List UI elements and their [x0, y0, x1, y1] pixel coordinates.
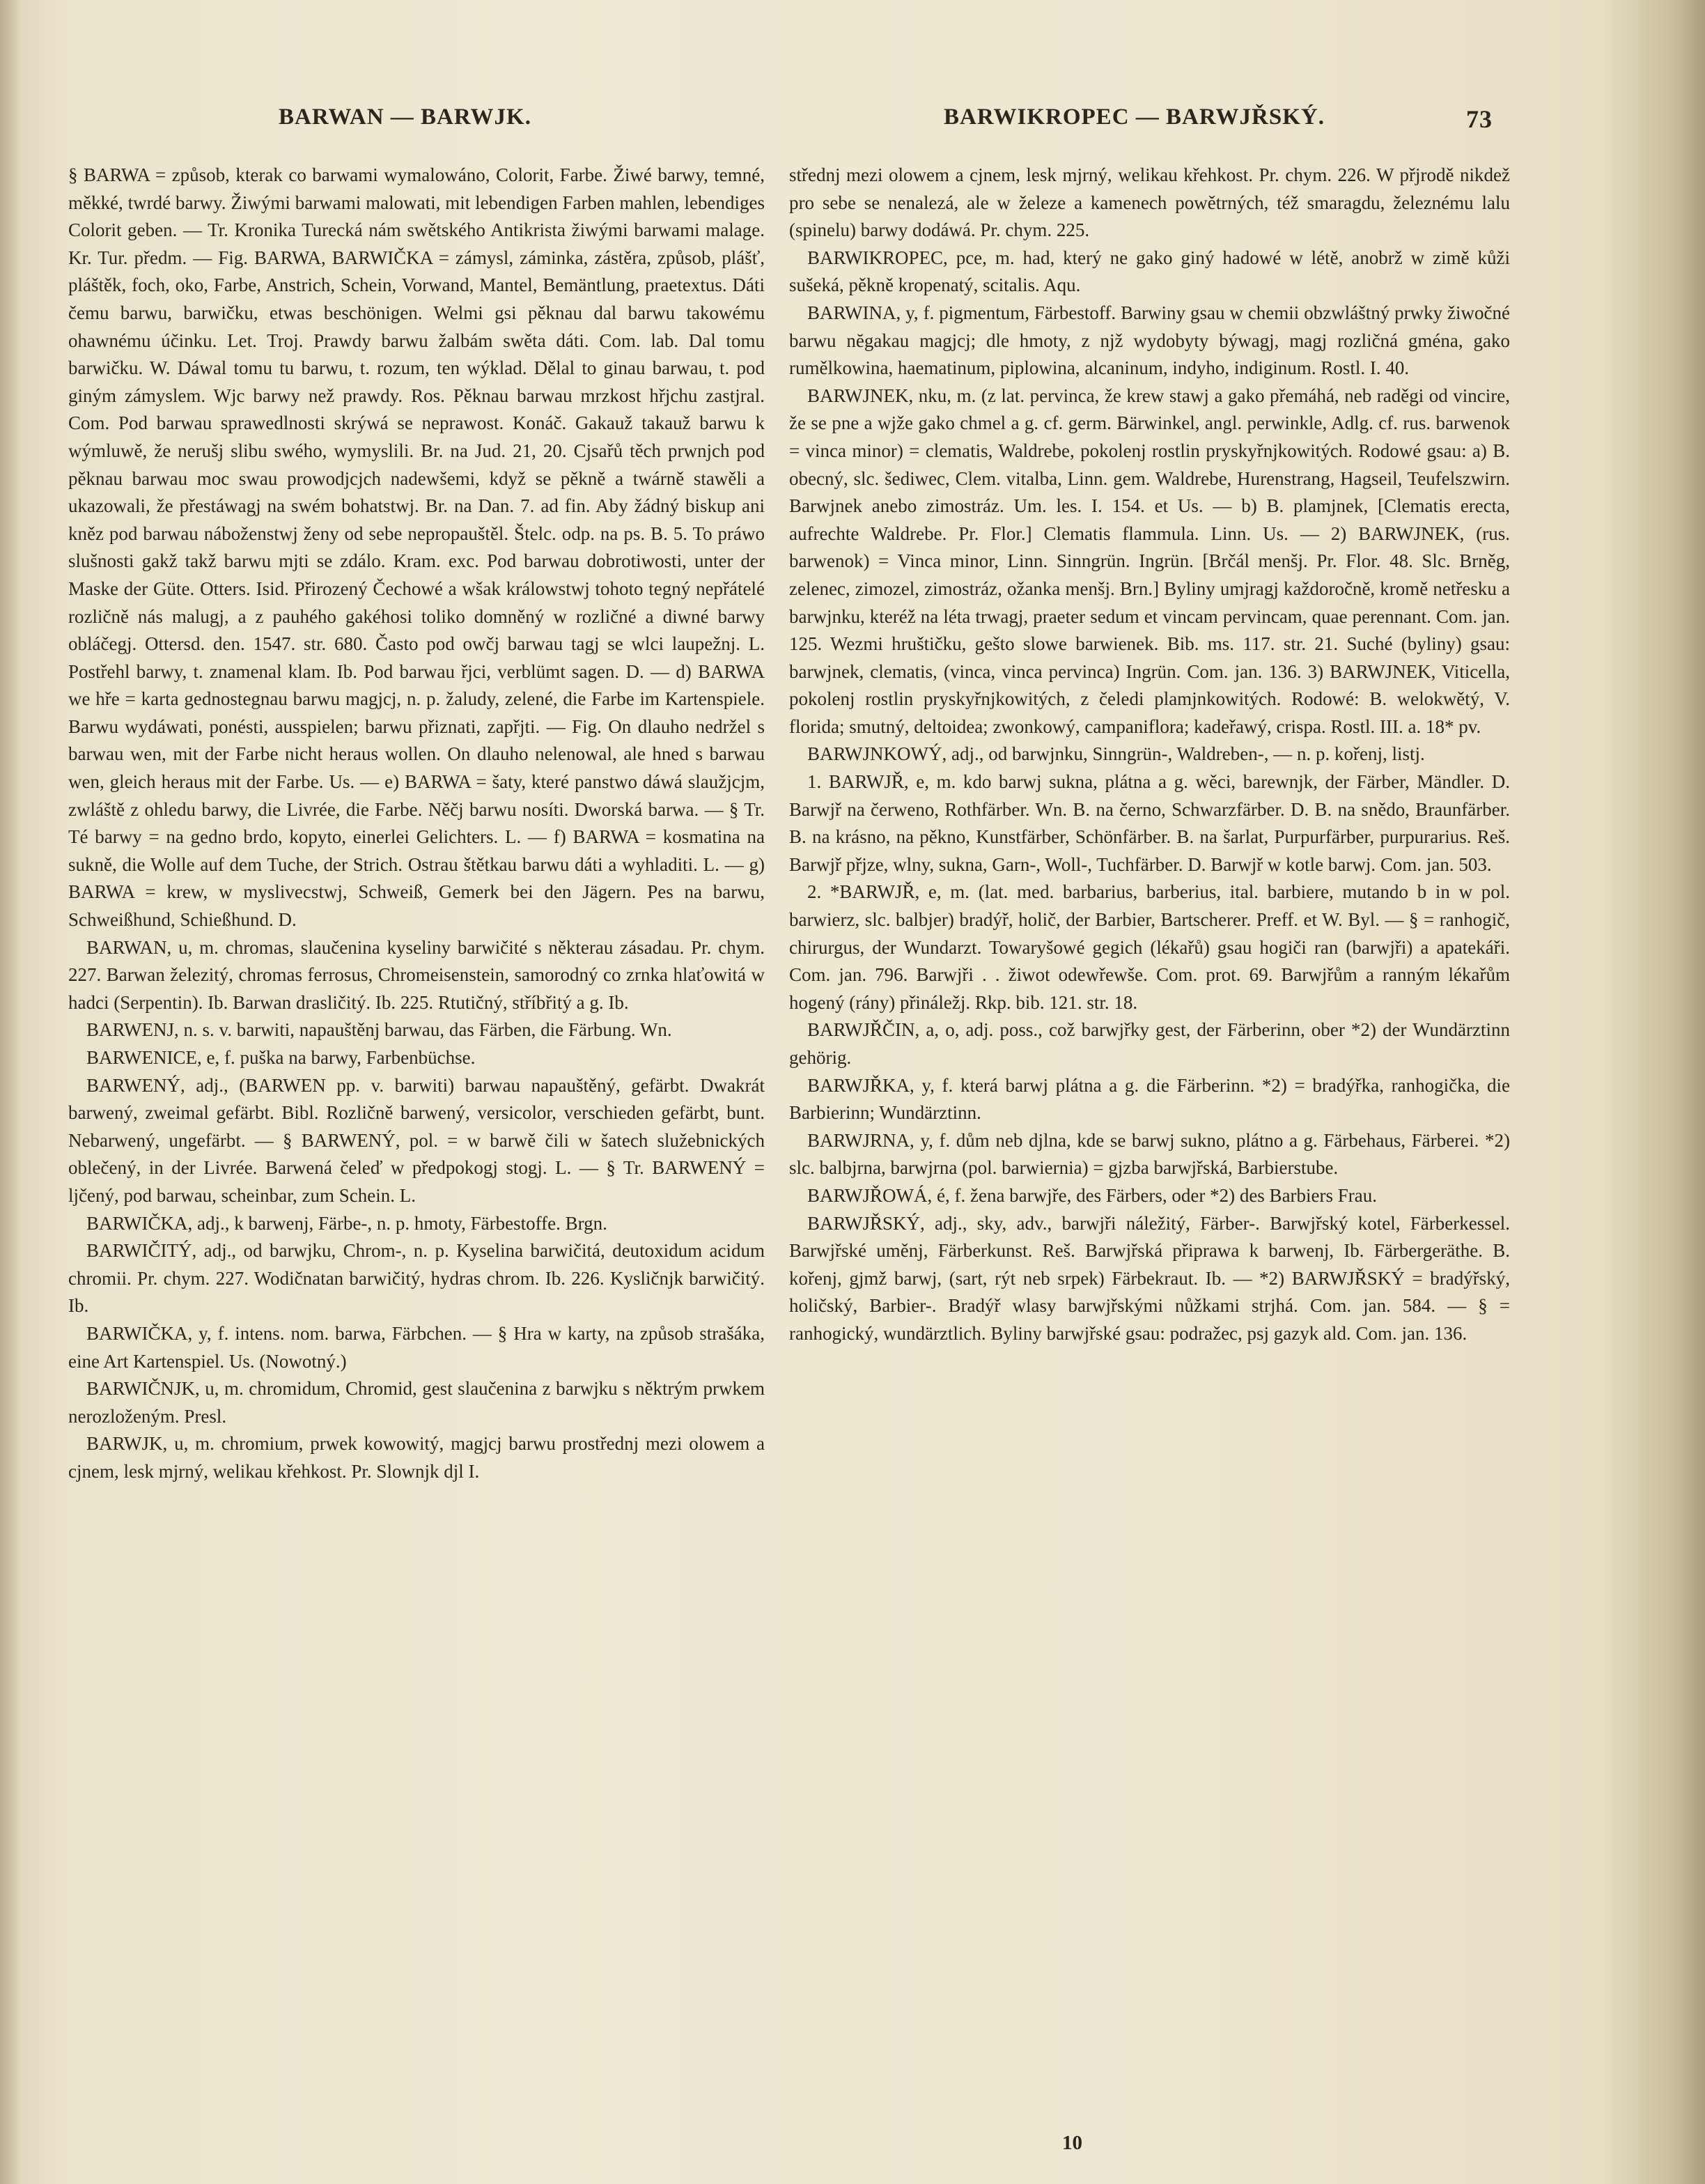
header-left-title: BARWAN — BARWJK.: [279, 104, 531, 130]
signature-mark: 10: [1062, 2132, 1082, 2154]
page-edge-shadow: [1601, 0, 1705, 2184]
dictionary-entry: 2. *BARWJŘ, e, m. (lat. med. barbarius, barberius, ital. barbiere, mutando b in w pol. barwierz, slc. balbjer) bradýř, holič, der Barbier, Bartscherer. Preff. et W. Byl. — § = ranhogič, chirurgus, der Wundarzt. Towaryšowé gegich (lékařů) gsau hogiči ran (barwjři) a apatekáři. Com. jan. 796. Barwjři . . žiwot odewřewše. Com. prot. 69. Barwjřům a ranným lékařům hogený (rány) přináležj. Rkp. bib. 121. str. 18.: [789, 881, 1510, 1013]
dictionary-entry: BARWIČITÝ, adj., od barwjku, Chrom-, n. p. Kyselina barwičitá, deutoxidum acidum chromii. Pr. chym. 227. Wodičnatan barwičitý, hydras chrom. Ib. 226. Kysličnjk barwičitý. Ib.: [68, 1240, 765, 1317]
dictionary-entry: BARWJNKOWÝ, adj., od barwjnku, Sinngrün-, Waldreben-, — n. p. kořenj, listj.: [807, 743, 1425, 765]
dictionary-entry: BARWENÝ, adj., (BARWEN pp. v. barwiti) barwau napauštěný, gefärbt. Dwakrát barwený, zweimal gefärbt. Bibl. Rozličně barwený, versicolor, verschieden gefärbt, bunt. Nebarwený, ungefärbt. — § BARWENÝ, pol. = w barwě čili w šatech služebnických oblečený, in der Livrée. Barwená čeleď w předpokogj stogj. L. — § Tr. BARWENÝ = ljčený, pod barwau, scheinbar, zum Schein. L.: [68, 1074, 765, 1206]
dictionary-entry: BARWJŘKA, y, f. která barwj plátna a g. die Färberinn. *2) = bradýřka, ranhogička, die Barbierinn; Wundärztinn.: [789, 1074, 1510, 1124]
dictionary-entry: BARWJK, u, m. chromium, prwek kowowitý, magjcj barwu prostřednj mezi olowem a cjnem, lesk mjrný, welikau křehkost. Pr. Slownjk djl I.: [68, 1433, 765, 1482]
dictionary-entry: BARWJRNA, y, f. dům neb djlna, kde se barwj sukno, plátno a g. Färbehaus, Färberei. *2) slc. balbjrna, barwjrna (pol. barwiernia) = gjzba barwjřská, Barbierstube.: [789, 1129, 1510, 1179]
right-column: [789, 162, 1510, 1348]
dictionary-entry: BARWAN, u, m. chromas, slaučenina kyseliny barwičité s některau zásadau. Pr. chym. 227. Barwan železitý, chromas ferrosus, Chromeisenstein, samorodný co zrnka hlaťowitá w hadci (Serpentin). Ib. Barwan drasličitý. Ib. 225. Rtutičný, stříbřitý a g. Ib.: [68, 936, 765, 1013]
dictionary-entry: BARWENJ, n. s. v. barwiti, napauštěnj barwau, das Färben, die Färbung. Wn.: [86, 1019, 672, 1041]
dictionary-entry: BARWIČKA, adj., k barwenj, Färbe-, n. p. hmoty, Färbestoffe. Brgn.: [86, 1212, 607, 1234]
dictionary-entry: BARWJNEK, nku, m. (z lat. pervinca, že krew stawj a gako přemáhá, neb raděgi od vincire, že se pne a wjže gako chmel a g. cf. germ. Bärwinkel, angl. perwinkle, Adlg. cf. rus. barwenok = vinca minor) = clematis, Waldrebe, pokolenj rostlin pryskyřnjkowitých. Rodowé gsau: a) B. obecný, slc. šediwec, Clem. vitalba, Linn. gem. Waldrebe, Hurenstrang, Hagseil, Teufelszwirn. Barwjnek anebo zimostráz. Um. les. I. 154. et Us. — b) B. plamjnek, [Clematis erecta, aufrechte Waldrebe. Pr. Flor.] Clematis flammula. Linn. Us. — 2) BARWJNEK, (rus. barwenok) = Vinca minor, Linn. Sinngrün. Ingrün. [Brčál menšj. Pr. Flor. 48. Slc. Brněg, zelenec, zimozel, zimostráz, ožanka menšj. Brn.] Byliny umjragj každoročně, kromě netřesku a barwjnku, kteréž na léta trwagj, praeter sedum et vincam pervincam, quae perennant. Com. jan. 125. Wezmi hruštičku, gešto slowe barwienek. Bib. ms. 117. str. 21. Suché (byliny) gsau: barwjnek, clematis, (vinca, vinca pervinca) Ingrün. Com. jan. 136. 3) BARWJNEK, Viticella, pokolenj rostlin pryskyřnjkowitých, z čeledi plamjnkowitých. Rodowé: B. welokwětý, V. florida; smutný, deltoidea; zwonkowý, campaniflora; kadeřawý, crispa. Rostl. III. a. 18* pv.: [789, 385, 1510, 737]
dictionary-entry: BARWIČKA, y, f. intens. nom. barwa, Färbchen. — § Hra w karty, na způsob strašáka, eine Art Kartenspiel. Us. (Nowotný.): [68, 1322, 765, 1372]
header-right-title: BARWIKROPEC — BARWJŘSKÝ.: [944, 104, 1325, 130]
page-number: 73: [1466, 105, 1493, 133]
dictionary-entry: střednj mezi olowem a cjnem, lesk mjrný, welikau křehkost. Pr. chym. 226. W přjrodě nikdež pro sebe se nenalezá, ale w železe a kamenech powětrných, též smaragdu, železnému lalu (spinelu) barwy dodáwá. Pr. chym. 225.: [789, 164, 1510, 241]
dictionary-entry: BARWINA, y, f. pigmentum, Färbestoff. Barwiny gsau w chemii obzwláštný prwky žiwočné barwu nĕgakau magjcj; dle hmoty, z njž wydobyty býwagj, magj rozličná gména, gako rumělkowina, haematinum, piplowina, alcaninum, indyho, indiginum. Rostl. I. 40.: [789, 302, 1510, 379]
dictionary-entry: BARWJŘSKÝ, adj., sky, adv., barwjři náležitý, Färber-. Barwjřský kotel, Färberkessel. Barwjřské uměnj, Färberkunst. Reš. Barwjřská připrawa k barwenj, Ib. Färbergeräthe. B. kořenj, gjmž barwj, (sart, rýt neb srpek) Färbekraut. Ib. — *2) BARWJŘSKÝ = bradýřský, holičský, Barbier-. Bradýř wlasy barwjřskými nůžkami strjhá. Com. jan. 584. — § = ranhogický, wundärztlich. Byliny barwjřské gsau: podražec, psj gazyk ald. Com. jan. 136.: [789, 1212, 1510, 1344]
dictionary-entry: BARWJŘČIN, a, o, adj. poss., což barwjřky gest, der Färberinn, ober *2) der Wundärztinn gehörig.: [789, 1019, 1510, 1068]
book-spine-shadow: [0, 0, 21, 2184]
left-column: [68, 162, 765, 1486]
dictionary-entry: BARWJŘOWÁ, é, f. žena barwjře, des Färbers, oder *2) des Barbiers Frau.: [807, 1184, 1378, 1206]
dictionary-entry: BARWIKROPEC, pce, m. had, který ne gako giný hadowé w létě, anobrž w zimě kůži sušeká, pěkně kropenatý, scitalis. Aqu.: [789, 247, 1510, 296]
dictionary-entry: § BARWA = způsob, kterak co barwami wymalowáno, Colorit, Farbe. Žiwé barwy, temné, měkké, twrdé barwy. Žiwými barwami malowati, mit lebendigen Farben mahlen, lebendiges Colorit geben. — Tr. Kronika Turecká nám swětského Antikrista žiwými barwami malage. Kr. Tur. předm. — Fig. BARWA, BARWIČKA = zámysl, záminka, zástěra, způsob, plášť, pláštěk, foch, oko, Farbe, Anstrich, Schein, Vorwand, Mantel, Bemäntlung, praetextus. Dáti čemu barwu, barwičku, etwas beschönigen. Welmi gsi pěknau dal barwu takowému ohawnému účinku. Let. Troj. Prawdy barwu žalbám swěta dáti. Com. lab. Dal tomu barwičku. W. Dáwal tomu tu barwu, t. rozum, ten wýklad. Dělal to ginau barwau, t. pod giným zámyslem. Wjc barwy než prawdy. Ros. Pěknau barwau mrzkost hřjchu zastjral. Com. Pod barwau sprawedlnosti skrýwá se neprawost. Konáč. Gakauž takauž barwu k wýmluwě, že nerušj slibu swého, wymyslili. Br. na Jud. 21, 20. Cjsařů těch prwnjch pod pěknau barwau moc swau prowodjcjch nadewšemi, když se pěkně a twárně stawěli a ukazowali, že přestáwagj na swém bohatstwj. Br. na Dan. 7. ad fin. Aby žádný biskup ani kněz pod barwau náboženstwj ženy od sebe nepropauštěl. Štelc. odp. na ps. B. 5. To práwo slušnosti gakž takž barwu mjti se zdálo. Kram. exc. Pod barwau dobrotiwosti, unter der Maske der Güte. Otters. Isid. Přirozený Čechowé a wšak králowstwj tohoto tegný nepřátelé rozličně nás malugj, a z pauhého gakéhosi toliko domněný w rozličné a diwné barwy obláčegj. Ottersd. den. 1547. str. 680. Často pod owčj barwau tagj se wlci laupežnj. L. Postřehl barwy, t. znamenal klam. Ib. Pod barwau řjci, verblümt sagen. D. — d) BARWA we hře = karta gednostegnau barwu magjcj, n. p. žaludy, zelené, die Farbe im Kartenspiele. Barwu wydáwati, ponésti, ausspielen; barwu přiznati, zapřjti. — Fig. On dlauho nedržel s barwau wen, mit der Farbe nicht heraus wollen. On dlauho nelenowal, ale hned s barwau wen, gleich heraus mit der Farbe. Us. — e) BARWA = šaty, které panstwo dáwá slaužjcjm, zwláště z ohledu barwy, die Livrée, die Farbe. Něčj barwu nosíti. Dworská barwa. — § Tr. Té barwy = na gedno brdo, kopyto, einerlei Gelichters. L. — f) BARWA = kosmatina na sukně, die Wolle auf dem Tuche, der Strich. Ostrau štětkau barwu dáti a wyhladiti. L. — g) BARWA = krew, w myslivecstwj, Schweiß, Gemerk bei den Jägern. Pes na barwu, Schweißhund, Schießhund. D.: [68, 164, 765, 931]
running-header: [125, 104, 1496, 139]
dictionary-entry: BARWENICE, e, f. puška na barwy, Farbenbüchse.: [86, 1047, 476, 1068]
dictionary-entry: 1. BARWJŘ, e, m. kdo barwj sukna, plátna a g. wěci, barewnjk, der Färber, Mändler. D. Barwjř na čerweno, Rothfärber. Wn. B. na černo, Schwarzfärber. D. B. na snědo, Braunfärber. B. na krásno, na pěkno, Kunstfärber, Schönfärber. B. na šarlat, Purpurfärber, purpurarius. Reš. Barwjř přjze, wlny, sukna, Garn-, Woll-, Tuchfärber. D. Barwjř w kotle barwj. Com. jan. 503.: [789, 771, 1510, 875]
dictionary-entry: BARWIČNJK, u, m. chromidum, Chromid, gest slaučenina z barwjku s něktrým prwkem nerozloženým. Presl.: [68, 1378, 765, 1427]
